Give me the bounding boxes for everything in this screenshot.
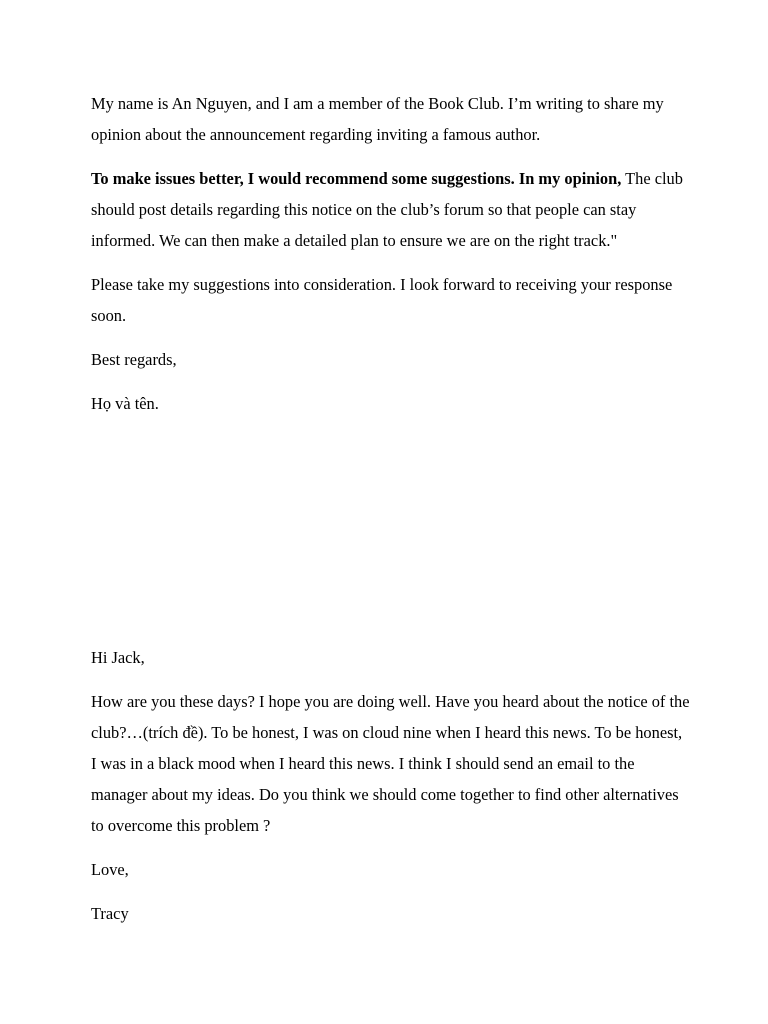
intro-paragraph: My name is An Nguyen, and I am a member of the Book Club. I’m writing to share my opinion about the announcement regarding inviting a famous author.: [91, 94, 664, 144]
suggestion-heading: To make issues better, I would recommend some suggestions. In my opinion,: [91, 169, 622, 188]
body-paragraph: How are you these days? I hope you are doing well. Have you heard about the notice of the club?…(trích đề). To be honest, I was on cloud nine when I heard this news. To be honest, I was in a black mood when I heard this news. I think I should send an email to the manager about my ideas. Do you think we should come together to find other alternatives to overcome this problem ?: [91, 692, 690, 835]
sign-off: Best regards,: [91, 350, 177, 369]
signature: Tracy: [91, 904, 129, 923]
closing-paragraph: Please take my suggestions into consideration. I look forward to receiving your response soon.: [91, 275, 673, 325]
suggestion-paragraph: [91, 163, 691, 256]
formal-letter: [91, 88, 691, 432]
greeting: Hi Jack,: [91, 648, 145, 667]
suggestion-text: The club should post details regarding this notice on the club’s forum so that people can stay informed. We can then make a detailed plan to ensure we are on the right track.": [91, 169, 683, 250]
informal-letter: [91, 642, 691, 942]
sign-off: Love,: [91, 860, 129, 879]
signature: Họ và tên.: [91, 394, 159, 413]
